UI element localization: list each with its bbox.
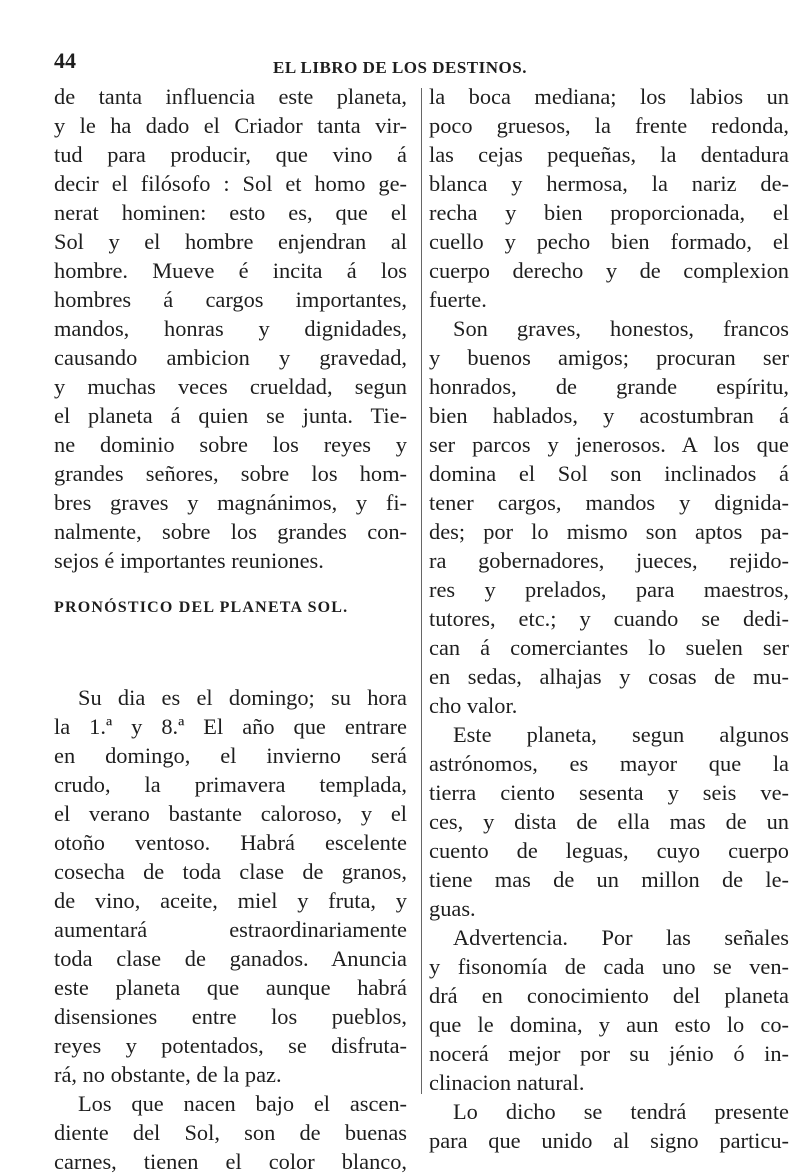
text-line: el planeta á quien se junta. Tie- [54, 403, 407, 428]
text-line: carnes, tienen el color blanco, [54, 1149, 407, 1174]
section-gap [54, 637, 407, 683]
text-line: sejos é importantes reuniones. [54, 548, 324, 573]
text-line: ra gobernadores, jueces, rejido- [429, 548, 789, 573]
text-line: y le ha dado el Criador tanta vir- [54, 113, 407, 138]
text-line: ser parcos y jenerosos. A los que [429, 432, 789, 457]
text-line: otoño ventoso. Habrá escelente [54, 830, 407, 855]
text-line: hombre. Mueve é incita á los [54, 258, 407, 283]
text-line: nocerá mejor por su jénio ó in- [429, 1041, 789, 1066]
page-number: 44 [54, 48, 76, 73]
text-line: res y prelados, para maestros, [429, 577, 789, 602]
text-line: cuerpo derecho y de complexion [429, 258, 789, 283]
text-line: ces, y dista de ella mas de un [429, 809, 789, 834]
text-line: las cejas pequeñas, la dentadura [429, 142, 789, 167]
text-line: y buenos amigos; procuran ser [429, 345, 789, 370]
text-line: el verano bastante caloroso, y el [54, 801, 407, 826]
text-line: la boca mediana; los labios un [429, 84, 789, 109]
text-line: bres graves y magnánimos, y fi- [54, 490, 407, 515]
text-line: fuerte. [429, 287, 487, 312]
text-line: hombres á cargos importantes, [54, 287, 407, 312]
text-line: de vino, aceite, miel y fruta, y [54, 888, 407, 913]
text-line: Sol y el hombre enjendran al [54, 229, 407, 254]
text-line: honrados, de grande espíritu, [429, 374, 789, 399]
text-line: drá en conocimiento del planeta [429, 983, 789, 1008]
text-line: aumentará estraordinariamente [54, 917, 407, 942]
text-line: crudo, la primavera templada, [54, 772, 407, 797]
column-divider [421, 88, 422, 1094]
right-column [429, 82, 789, 1155]
text-line: Son graves, honestos, francos [453, 316, 789, 341]
text-line: grandes señores, sobre los hom- [54, 461, 407, 486]
text-line: recha y bien proporcionada, el [429, 200, 789, 225]
text-line: para que unido al signo particu- [429, 1128, 789, 1153]
text-line: en sedas, alhajas y cosas de mu- [429, 664, 789, 689]
text-line: que le domina, y aun esto lo co- [429, 1012, 789, 1037]
text-line: Los que nacen bajo el ascen- [78, 1091, 407, 1116]
text-line: este planeta que aunque habrá [54, 975, 407, 1000]
text-line: astrónomos, es mayor que la [429, 751, 789, 776]
text-line: tiene mas de un millon de le- [429, 867, 789, 892]
text-line: tud para producir, que vino á [54, 142, 407, 167]
text-line: reyes y potentados, se disfruta- [54, 1033, 407, 1058]
text-line: mandos, honras y dignidades, [54, 316, 407, 341]
text-line: Advertencia. Por las señales [453, 925, 789, 950]
text-line: cho valor. [429, 693, 518, 718]
text-line: la 1.ª y 8.ª El año que entrare [54, 714, 407, 739]
text-line: decir el filósofo : Sol et homo ge- [54, 171, 407, 196]
running-head: EL LIBRO DE LOS DESTINOS. [273, 58, 527, 77]
text-line: domina el Sol son inclinados á [429, 461, 789, 486]
text-line: des; por lo mismo son aptos pa- [429, 519, 789, 544]
text-line: blanca y hermosa, la nariz de- [429, 171, 789, 196]
text-line: can á comerciantes lo suelen ser [429, 635, 789, 660]
text-line: tierra ciento sesenta y seis ve- [429, 780, 789, 805]
text-line: cuello y pecho bien formado, el [429, 229, 789, 254]
text-line: disensiones entre los pueblos, [54, 1004, 407, 1029]
text-line: nalmente, sobre los grandes con- [54, 519, 407, 544]
text-line: diente del Sol, son de buenas [54, 1120, 407, 1145]
text-line: ne dominio sobre los reyes y [54, 432, 407, 457]
text-line: en domingo, el invierno será [54, 743, 407, 768]
section-heading: PRONÓSTICO DEL PLANETA SOL. [54, 599, 349, 616]
text-line: Este planeta, segun algunos [453, 722, 789, 747]
text-line: clinacion natural. [429, 1070, 585, 1095]
text-line: bien hablados, y acostumbran á [429, 403, 789, 428]
text-line: guas. [429, 896, 476, 921]
text-line: toda clase de ganados. Anuncia [54, 946, 407, 971]
text-line: Lo dicho se tendrá presente [453, 1099, 789, 1124]
text-line: y fisonomía de cada uno se ven- [429, 954, 789, 979]
text-line: rá, no obstante, de la paz. [54, 1062, 282, 1087]
text-line: tutores, etc.; y cuando se dedi- [429, 606, 789, 631]
text-line: cuento de leguas, cuyo cuerpo [429, 838, 789, 863]
left-column [54, 82, 407, 1176]
text-line: Su dia es el domingo; su hora [78, 685, 407, 710]
text-line: tener cargos, mandos y dignida- [429, 490, 789, 515]
text-line: poco gruesos, la frente redonda, [429, 113, 789, 138]
text-line: nerat hominen: esto es, que el [54, 200, 407, 225]
text-line: y muchas veces crueldad, segun [54, 374, 407, 399]
text-line: cosecha de toda clase de granos, [54, 859, 407, 884]
text-line: causando ambicion y gravedad, [54, 345, 407, 370]
text-line: de tanta influencia este planeta, [54, 84, 407, 109]
